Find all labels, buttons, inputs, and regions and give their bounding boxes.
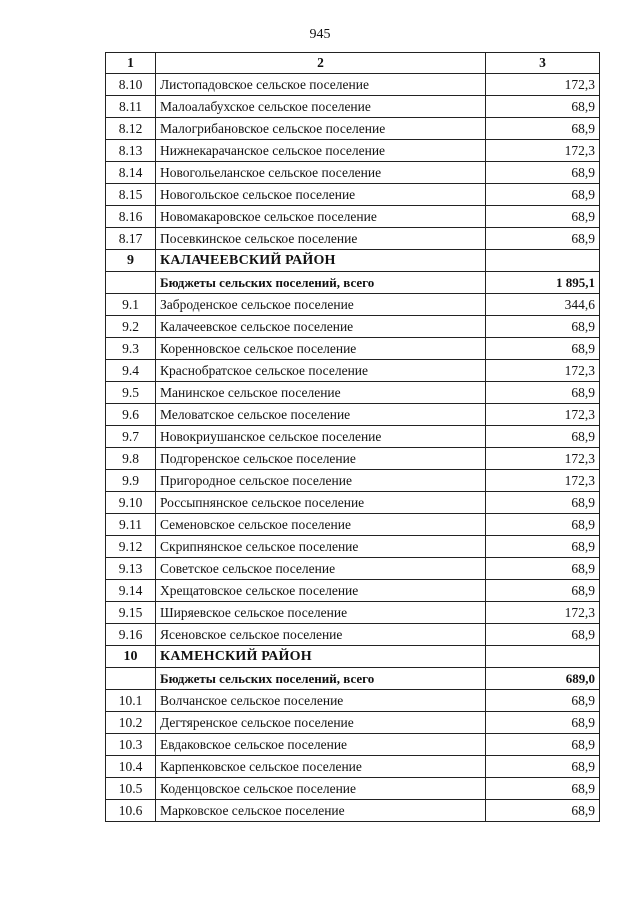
table-row [106, 712, 600, 734]
table-row [106, 360, 600, 382]
row-number: 9.8 [106, 448, 156, 470]
table-row [106, 426, 600, 448]
row-name: Скрипнянское сельское поселение [156, 536, 486, 558]
row-value: 1 895,1 [486, 272, 600, 294]
row-name: Новогольское сельское поселение [156, 184, 486, 206]
row-name: Малоалабухское сельское поселение [156, 96, 486, 118]
header-col-1: 1 [106, 53, 156, 74]
row-number: 8.15 [106, 184, 156, 206]
row-value: 68,9 [486, 228, 600, 250]
row-number: 9.7 [106, 426, 156, 448]
row-name: Манинское сельское поселение [156, 382, 486, 404]
row-name: Хрещатовское сельское поселение [156, 580, 486, 602]
row-value: 68,9 [486, 206, 600, 228]
table-row [106, 536, 600, 558]
row-name: Бюджеты сельских поселений, всего [156, 668, 486, 690]
row-number: 9.1 [106, 294, 156, 316]
row-number: 8.17 [106, 228, 156, 250]
row-name: Россыпнянское сельское поселение [156, 492, 486, 514]
row-number: 10.1 [106, 690, 156, 712]
table-body [106, 74, 600, 822]
table-row [106, 118, 600, 140]
row-value: 68,9 [486, 778, 600, 800]
district-row [106, 250, 600, 272]
table-header [106, 53, 600, 74]
row-value: 68,9 [486, 624, 600, 646]
row-number: 10.5 [106, 778, 156, 800]
row-number: 8.13 [106, 140, 156, 162]
total-row [106, 668, 600, 690]
row-name: Марковское сельское поселение [156, 800, 486, 822]
row-number: 10.3 [106, 734, 156, 756]
row-value [486, 250, 600, 272]
row-name: Новогольеланское сельское поселение [156, 162, 486, 184]
row-number [106, 668, 156, 690]
row-name: Коденцовское сельское поселение [156, 778, 486, 800]
row-number: 9.13 [106, 558, 156, 580]
row-name: Новомакаровское сельское поселение [156, 206, 486, 228]
row-name: Евдаковское сельское поселение [156, 734, 486, 756]
header-col-2: 2 [156, 53, 486, 74]
row-number: 9 [106, 250, 156, 272]
row-name: Карпенковское сельское поселение [156, 756, 486, 778]
row-value: 68,9 [486, 558, 600, 580]
row-number: 9.2 [106, 316, 156, 338]
row-value: 689,0 [486, 668, 600, 690]
table-row [106, 734, 600, 756]
row-name: Пригородное сельское поселение [156, 470, 486, 492]
table-row [106, 338, 600, 360]
row-name: Новокриушанское сельское поселение [156, 426, 486, 448]
row-number: 9.12 [106, 536, 156, 558]
table-row [106, 228, 600, 250]
row-name: Листопадовское сельское поселение [156, 74, 486, 96]
row-number [106, 272, 156, 294]
table-row [106, 624, 600, 646]
row-number: 9.15 [106, 602, 156, 624]
row-value: 172,3 [486, 360, 600, 382]
row-name: Посевкинское сельское поселение [156, 228, 486, 250]
row-name: КАМЕНСКИЙ РАЙОН [156, 646, 486, 668]
budget-table [105, 52, 600, 822]
row-number: 9.14 [106, 580, 156, 602]
row-name: Меловатское сельское поселение [156, 404, 486, 426]
row-number: 8.12 [106, 118, 156, 140]
row-name: Заброденское сельское поселение [156, 294, 486, 316]
table-row [106, 778, 600, 800]
row-number: 8.10 [106, 74, 156, 96]
row-value: 68,9 [486, 514, 600, 536]
row-value: 172,3 [486, 448, 600, 470]
table-row [106, 492, 600, 514]
row-value: 68,9 [486, 712, 600, 734]
row-number: 10.2 [106, 712, 156, 734]
row-value: 68,9 [486, 96, 600, 118]
row-name: Коренновское сельское поселение [156, 338, 486, 360]
table-row [106, 580, 600, 602]
table-row [106, 382, 600, 404]
row-name: Калачеевское сельское поселение [156, 316, 486, 338]
district-row [106, 646, 600, 668]
row-name: Советское сельское поселение [156, 558, 486, 580]
row-name: Ширяевское сельское поселение [156, 602, 486, 624]
row-value: 172,3 [486, 140, 600, 162]
row-value: 68,9 [486, 118, 600, 140]
header-row [106, 53, 600, 74]
table-row [106, 756, 600, 778]
row-value: 68,9 [486, 426, 600, 448]
table-row [106, 184, 600, 206]
row-number: 8.14 [106, 162, 156, 184]
page-number: 945 [309, 27, 331, 42]
row-value: 68,9 [486, 162, 600, 184]
row-number: 9.11 [106, 514, 156, 536]
row-value: 68,9 [486, 184, 600, 206]
total-row [106, 272, 600, 294]
row-number: 10 [106, 646, 156, 668]
row-name: Дегтяренское сельское поселение [156, 712, 486, 734]
row-value: 172,3 [486, 74, 600, 96]
row-number: 9.3 [106, 338, 156, 360]
row-number: 10.6 [106, 800, 156, 822]
table-row [106, 294, 600, 316]
table-row [106, 96, 600, 118]
row-number: 9.4 [106, 360, 156, 382]
row-name: Семеновское сельское поселение [156, 514, 486, 536]
row-number: 10.4 [106, 756, 156, 778]
row-value: 68,9 [486, 536, 600, 558]
row-number: 9.10 [106, 492, 156, 514]
row-value: 68,9 [486, 492, 600, 514]
table-row [106, 316, 600, 338]
row-name: Нижнекарачанское сельское поселение [156, 140, 486, 162]
row-number: 9.5 [106, 382, 156, 404]
table-row [106, 690, 600, 712]
header-col-3: 3 [486, 53, 600, 74]
row-value: 172,3 [486, 602, 600, 624]
table-row [106, 162, 600, 184]
row-name: Краснобратское сельское поселение [156, 360, 486, 382]
row-number: 9.16 [106, 624, 156, 646]
row-value [486, 646, 600, 668]
row-value: 68,9 [486, 316, 600, 338]
row-value: 344,6 [486, 294, 600, 316]
row-value: 68,9 [486, 756, 600, 778]
row-value: 172,3 [486, 404, 600, 426]
row-value: 68,9 [486, 734, 600, 756]
row-value: 68,9 [486, 800, 600, 822]
row-name: КАЛАЧЕЕВСКИЙ РАЙОН [156, 250, 486, 272]
table-row [106, 140, 600, 162]
table-row [106, 558, 600, 580]
row-value: 68,9 [486, 382, 600, 404]
row-value: 68,9 [486, 690, 600, 712]
table-row [106, 470, 600, 492]
table-row [106, 404, 600, 426]
row-number: 9.9 [106, 470, 156, 492]
table-row [106, 206, 600, 228]
row-value: 68,9 [486, 338, 600, 360]
row-name: Бюджеты сельских поселений, всего [156, 272, 486, 294]
row-value: 68,9 [486, 580, 600, 602]
row-number: 8.11 [106, 96, 156, 118]
row-name: Подгоренское сельское поселение [156, 448, 486, 470]
table-row [106, 602, 600, 624]
row-number: 9.6 [106, 404, 156, 426]
row-name: Ясеновское сельское поселение [156, 624, 486, 646]
table-row [106, 800, 600, 822]
table-row [106, 514, 600, 536]
table-row [106, 74, 600, 96]
row-name: Волчанское сельское поселение [156, 690, 486, 712]
table-row [106, 448, 600, 470]
row-name: Малогрибановское сельское поселение [156, 118, 486, 140]
row-value: 172,3 [486, 470, 600, 492]
row-number: 8.16 [106, 206, 156, 228]
